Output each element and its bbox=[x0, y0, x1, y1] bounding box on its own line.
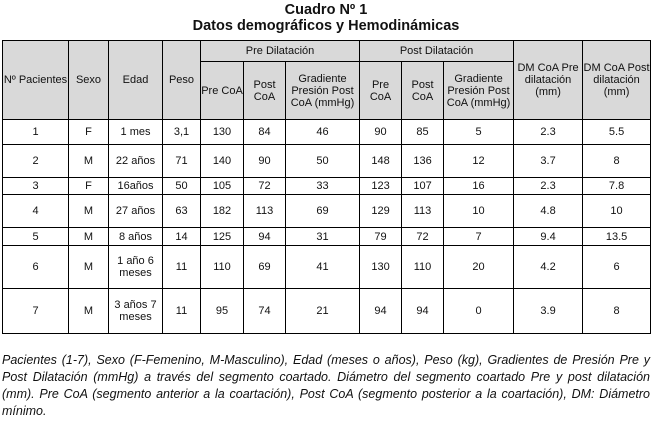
cell-pre-grad: 33 bbox=[286, 178, 360, 195]
table-row bbox=[3, 246, 651, 289]
cell-n: 7 bbox=[3, 289, 69, 334]
cell-n: 4 bbox=[3, 195, 69, 228]
cell-post-post: 94 bbox=[402, 289, 444, 334]
table-row bbox=[3, 120, 651, 145]
cell-pre-grad: 69 bbox=[286, 195, 360, 228]
cell-dm-post: 13.5 bbox=[583, 228, 651, 246]
cell-weight: 11 bbox=[163, 289, 201, 334]
cell-post-pre: 130 bbox=[360, 246, 402, 289]
cell-pre-grad: 46 bbox=[286, 120, 360, 145]
cell-post-post: 110 bbox=[402, 246, 444, 289]
cell-weight: 3,1 bbox=[163, 120, 201, 145]
header-pre-gradient: Gradiente Presión Post CoA (mmHg) bbox=[286, 62, 360, 120]
cell-sex: M bbox=[69, 145, 109, 178]
cell-post-grad: 20 bbox=[444, 246, 514, 289]
cell-pre-post: 69 bbox=[244, 246, 286, 289]
cell-post-pre: 148 bbox=[360, 145, 402, 178]
cell-post-post: 72 bbox=[402, 228, 444, 246]
cell-post-pre: 94 bbox=[360, 289, 402, 334]
table-row bbox=[3, 145, 651, 178]
header-sex: Sexo bbox=[69, 41, 109, 120]
cell-pre-pre: 110 bbox=[201, 246, 244, 289]
cell-post-grad: 16 bbox=[444, 178, 514, 195]
cell-pre-pre: 130 bbox=[201, 120, 244, 145]
cell-dm-post: 5.5 bbox=[583, 120, 651, 145]
header-post-pre-coa: Pre CoA bbox=[360, 62, 402, 120]
cell-post-pre: 123 bbox=[360, 178, 402, 195]
cell-dm-pre: 2.3 bbox=[514, 120, 583, 145]
cell-dm-post: 8 bbox=[583, 289, 651, 334]
cell-dm-post: 7.8 bbox=[583, 178, 651, 195]
footnote: Pacientes (1-7), Sexo (F-Femenino, M-Masculino), Edad (meses o años), Peso (kg), Gradientes de Presión Pre y Post Dilatación (mmHg) a través del segmento coartado. Diámetro del segmento coartado Pre y post dilatación (mm). Pre CoA (segmento anterior a la coartación), Post CoA (segmento posterior a la coartación), DM: Diámetro mínimo. bbox=[2, 353, 650, 418]
cell-pre-grad: 21 bbox=[286, 289, 360, 334]
table-subtitle: Datos demográficos y Hemodinámicas bbox=[192, 18, 460, 34]
cell-post-grad: 5 bbox=[444, 120, 514, 145]
table-row bbox=[3, 289, 651, 334]
header-post-post-coa: Post CoA bbox=[402, 62, 444, 120]
header-weight: Peso bbox=[163, 41, 201, 120]
cell-post-post: 113 bbox=[402, 195, 444, 228]
cell-dm-pre: 9.4 bbox=[514, 228, 583, 246]
header-pre-pre-coa: Pre CoA bbox=[201, 62, 244, 120]
header-dm-post: DM CoA Post dilatación (mm) bbox=[583, 41, 651, 120]
cell-age: 27 años bbox=[109, 195, 163, 228]
cell-post-grad: 12 bbox=[444, 145, 514, 178]
cell-n: 5 bbox=[3, 228, 69, 246]
cell-pre-post: 74 bbox=[244, 289, 286, 334]
cell-dm-pre: 4.8 bbox=[514, 195, 583, 228]
cell-weight: 63 bbox=[163, 195, 201, 228]
cell-post-pre: 79 bbox=[360, 228, 402, 246]
cell-post-pre: 129 bbox=[360, 195, 402, 228]
cell-sex: M bbox=[69, 289, 109, 334]
cell-post-grad: 0 bbox=[444, 289, 514, 334]
cell-post-post: 85 bbox=[402, 120, 444, 145]
table-row bbox=[3, 228, 651, 246]
cell-weight: 14 bbox=[163, 228, 201, 246]
table-row bbox=[3, 195, 651, 228]
cell-pre-grad: 31 bbox=[286, 228, 360, 246]
cell-pre-pre: 182 bbox=[201, 195, 244, 228]
cell-age: 22 años bbox=[109, 145, 163, 178]
cell-pre-grad: 41 bbox=[286, 246, 360, 289]
cell-dm-post: 6 bbox=[583, 246, 651, 289]
cell-age: 16años bbox=[109, 178, 163, 195]
cell-sex: M bbox=[69, 195, 109, 228]
cell-weight: 11 bbox=[163, 246, 201, 289]
cell-weight: 50 bbox=[163, 178, 201, 195]
header-post-gradient: Gradiente Presión Post CoA (mmHg) bbox=[444, 62, 514, 120]
cell-age: 1 mes bbox=[109, 120, 163, 145]
cell-post-post: 107 bbox=[402, 178, 444, 195]
cell-dm-post: 8 bbox=[583, 145, 651, 178]
cell-pre-post: 94 bbox=[244, 228, 286, 246]
cell-post-post: 136 bbox=[402, 145, 444, 178]
cell-pre-grad: 50 bbox=[286, 145, 360, 178]
cell-sex: F bbox=[69, 178, 109, 195]
cell-pre-post: 84 bbox=[244, 120, 286, 145]
cell-pre-pre: 105 bbox=[201, 178, 244, 195]
cell-n: 6 bbox=[3, 246, 69, 289]
header-patients: Nº Pacientes bbox=[3, 41, 69, 120]
cell-dm-pre: 4.2 bbox=[514, 246, 583, 289]
cell-sex: F bbox=[69, 120, 109, 145]
cell-post-grad: 10 bbox=[444, 195, 514, 228]
cell-pre-post: 113 bbox=[244, 195, 286, 228]
cell-n: 2 bbox=[3, 145, 69, 178]
cell-age: 8 años bbox=[109, 228, 163, 246]
cell-post-pre: 90 bbox=[360, 120, 402, 145]
cell-weight: 71 bbox=[163, 145, 201, 178]
header-pre-dilatation: Pre Dilatación bbox=[201, 41, 360, 62]
cell-n: 1 bbox=[3, 120, 69, 145]
cell-pre-pre: 95 bbox=[201, 289, 244, 334]
table-row bbox=[3, 178, 651, 195]
cell-age: 1 año 6 meses bbox=[109, 246, 163, 289]
header-dm-pre: DM CoA Pre dilatación (mm) bbox=[514, 41, 583, 120]
cell-dm-pre: 3.7 bbox=[514, 145, 583, 178]
cell-n: 3 bbox=[3, 178, 69, 195]
cell-sex: M bbox=[69, 246, 109, 289]
cell-pre-pre: 125 bbox=[201, 228, 244, 246]
cell-dm-pre: 3.9 bbox=[514, 289, 583, 334]
header-age: Edad bbox=[109, 41, 163, 120]
cell-pre-post: 72 bbox=[244, 178, 286, 195]
cell-pre-pre: 140 bbox=[201, 145, 244, 178]
cell-sex: M bbox=[69, 228, 109, 246]
table-title: Cuadro Nº 1 bbox=[284, 2, 368, 18]
cell-pre-post: 90 bbox=[244, 145, 286, 178]
cell-dm-post: 10 bbox=[583, 195, 651, 228]
demographics-table bbox=[2, 40, 651, 334]
header-pre-post-coa: Post CoA bbox=[244, 62, 286, 120]
cell-dm-pre: 2.3 bbox=[514, 178, 583, 195]
header-post-dilatation: Post Dilatación bbox=[360, 41, 514, 62]
cell-post-grad: 7 bbox=[444, 228, 514, 246]
cell-age: 3 años 7 meses bbox=[109, 289, 163, 334]
